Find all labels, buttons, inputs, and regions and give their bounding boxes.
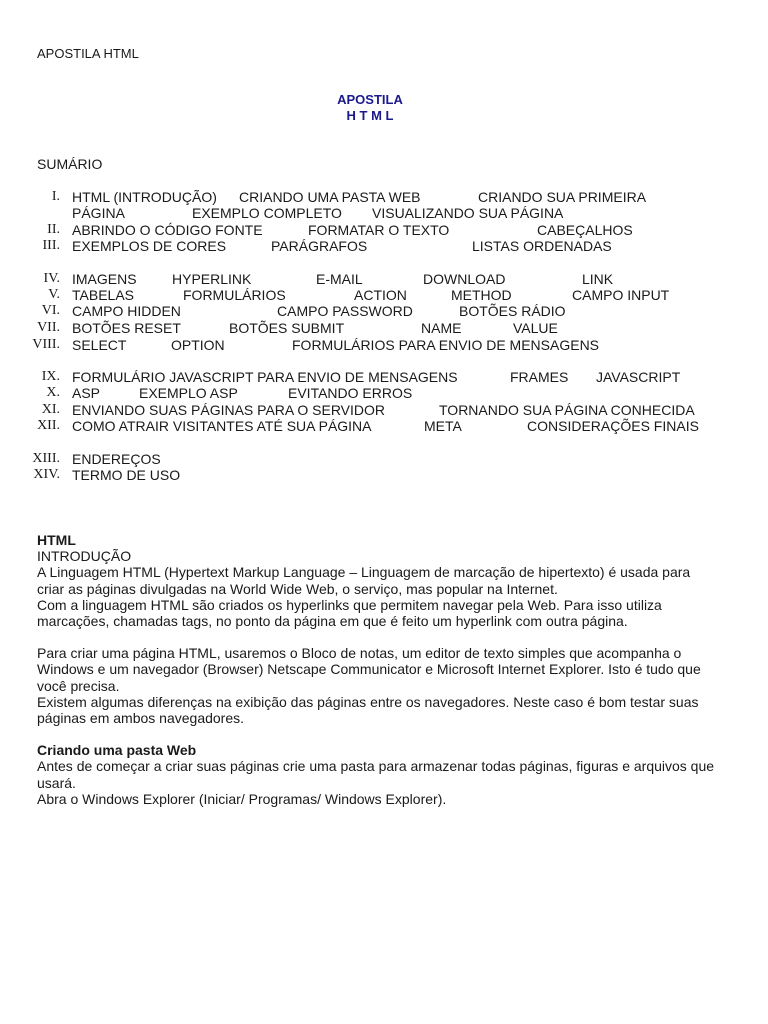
toc-item: CRIANDO UMA PASTA WEB: [239, 189, 421, 205]
toc-item: IMAGENS: [72, 271, 137, 287]
toc-numeral: V.: [48, 287, 60, 302]
title-line-1: APOSTILA: [337, 92, 403, 107]
toc-item: EXEMPLO COMPLETO: [192, 205, 342, 221]
toc-item: LINK: [582, 271, 614, 287]
toc-numeral: VIII.: [32, 337, 60, 352]
section-subheading: INTRODUÇÃO: [37, 548, 132, 565]
paragraph: Para criar uma página HTML, usaremos o Bloco de notas, um editor de texto simples que acompanha o Windows e um navegador (Browser) Netscape Communicator e Microsoft Internet Explorer. Isto é tudo que você precisa.: [37, 645, 701, 694]
toc-item: BOTÕES RESET: [72, 320, 181, 336]
toc-item: FORMULÁRIOS: [183, 287, 286, 303]
toc-item: FORMULÁRIO JAVASCRIPT PARA ENVIO DE MENSAGENS: [72, 369, 458, 385]
toc-item: ACTION: [354, 287, 407, 303]
toc-numeral: VII.: [37, 320, 60, 335]
toc-item: NAME: [421, 320, 462, 336]
paragraph: A Linguagem HTML (Hypertext Markup Language – Linguagem de marcação de hipertexto) é usada para criar as páginas divulgadas na World Wide Web, o serviço, mas popular na Internet.: [37, 564, 691, 597]
toc-item: JAVASCRIPT: [596, 369, 681, 385]
toc-item: ASP: [72, 385, 101, 401]
toc-item: EXEMPLO ASP: [139, 385, 238, 401]
toc-numeral: IV.: [43, 271, 60, 286]
running-header: APOSTILA HTML: [37, 46, 139, 61]
title-line-2: H T M L: [346, 108, 394, 123]
toc-item: CAMPO INPUT: [572, 287, 670, 303]
toc-item: CAMPO PASSWORD: [277, 303, 413, 319]
toc-item: DOWNLOAD: [423, 271, 506, 287]
section-heading: Criando uma pasta Web: [37, 742, 197, 759]
toc-numeral: IX.: [41, 369, 60, 384]
toc-item: COMO ATRAIR VISITANTES ATÉ SUA PÁGINA: [72, 418, 372, 434]
toc-numeral: XII.: [37, 418, 60, 433]
toc-item: FORMULÁRIOS PARA ENVIO DE MENSAGENS: [292, 337, 600, 353]
section-html: [37, 532, 717, 807]
toc-item: BOTÕES RÁDIO: [459, 303, 566, 319]
toc-item: EVITANDO ERROS: [288, 385, 413, 401]
toc-item: FORMATAR O TEXTO: [308, 222, 450, 238]
toc-numeral: III.: [42, 238, 60, 253]
toc-item: PÁGINA: [72, 205, 125, 221]
toc-item: HTML (INTRODUÇÃO): [72, 189, 217, 205]
toc-item: EXEMPLOS DE CORES: [72, 238, 227, 254]
toc-numeral: XIII.: [32, 451, 60, 466]
summary-heading: SUMÁRIO: [37, 156, 103, 172]
toc-item: HYPERLINK: [172, 271, 252, 287]
toc-item: ENVIANDO SUAS PÁGINAS PARA O SERVIDOR: [72, 402, 386, 418]
toc-item: META: [424, 418, 462, 434]
toc-numeral: X.: [46, 385, 60, 400]
toc-item: FRAMES: [510, 369, 569, 385]
toc-item: CONSIDERAÇÕES FINAIS: [527, 418, 699, 434]
toc-item: TABELAS: [72, 287, 134, 303]
toc-numeral: XIV.: [33, 467, 60, 482]
toc-item: VISUALIZANDO SUA PÁGINA: [372, 205, 564, 221]
toc-item: TERMO DE USO: [72, 467, 181, 483]
toc-item: ABRINDO O CÓDIGO FONTE: [72, 222, 263, 238]
toc-numeral: I.: [51, 189, 60, 204]
paragraph: Antes de começar a criar suas páginas crie uma pasta para armazenar todas páginas, figuras e arquivos que usará.: [37, 758, 715, 791]
paragraph: Com a linguagem HTML são criados os hyperlinks que permitem navegar pela Web. Para isso utiliza marcações, chamadas tags, no ponto da página em que é feito um hyperlink com outra página.: [37, 596, 662, 630]
toc-item: E-MAIL: [316, 271, 363, 287]
toc-item: BOTÕES SUBMIT: [229, 320, 345, 336]
toc-numeral: II.: [47, 222, 60, 237]
toc-item: ENDEREÇOS: [72, 451, 161, 467]
toc-item: PARÁGRAFOS: [271, 238, 368, 254]
toc-item: METHOD: [451, 287, 512, 303]
section-heading: HTML: [37, 532, 76, 548]
toc-item: TORNANDO SUA PÁGINA CONHECIDA: [439, 402, 695, 418]
toc-item: SELECT: [72, 337, 127, 353]
paragraph: Abra o Windows Explorer (Iniciar/ Programas/ Windows Explorer).: [37, 790, 447, 807]
toc-numeral: VI.: [41, 303, 60, 318]
toc-item: OPTION: [171, 337, 225, 353]
paragraph: Existem algumas diferenças na exibição das páginas entre os navegadores. Neste caso é bom testar suas páginas em ambos navegadores.: [37, 693, 699, 727]
toc-numeral: XI.: [41, 402, 60, 417]
toc-item: CAMPO HIDDEN: [72, 303, 181, 319]
toc-item: LISTAS ORDENADAS: [472, 238, 612, 254]
toc-item: CABEÇALHOS: [537, 222, 633, 238]
toc-item: VALUE: [513, 320, 558, 336]
toc-item: CRIANDO SUA PRIMEIRA: [478, 189, 647, 205]
